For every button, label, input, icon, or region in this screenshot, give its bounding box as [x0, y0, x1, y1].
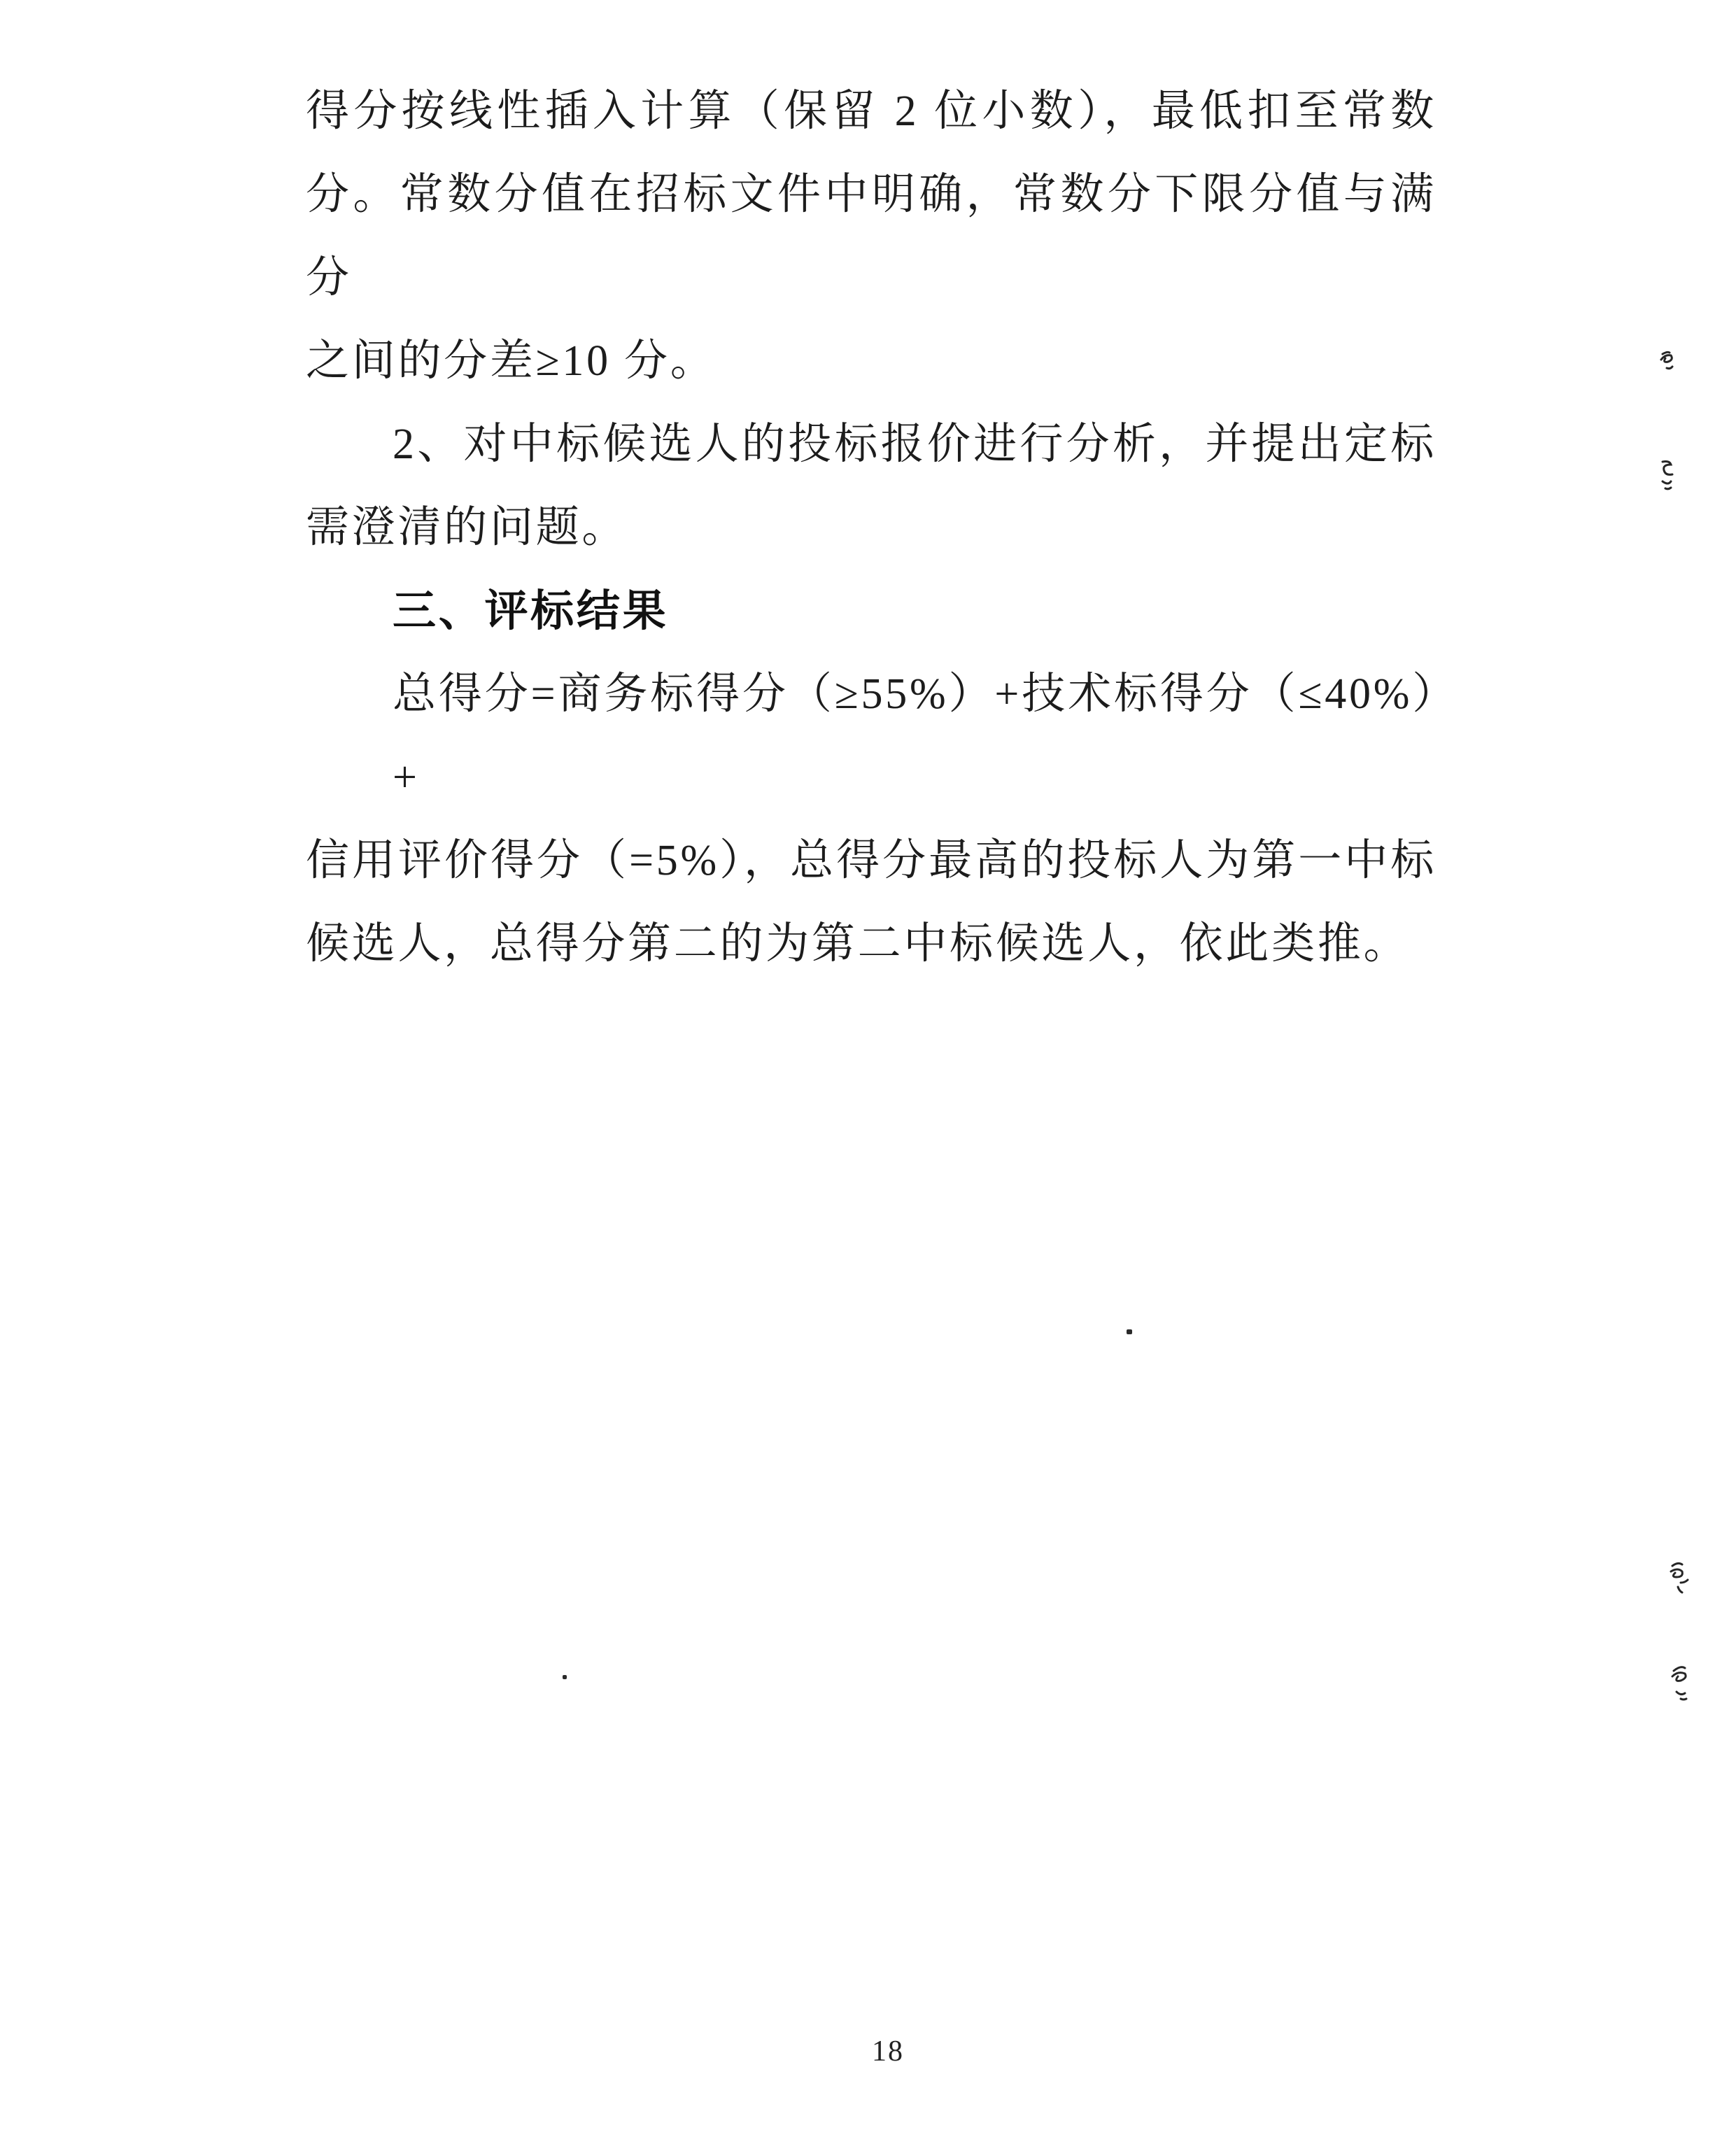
ink-speck [1656, 456, 1679, 496]
ink-speck [1657, 344, 1681, 381]
ink-speck [1668, 1662, 1695, 1705]
body-line: 总得分=商务标得分（≥55%）+技术标得分（≤40%）+ [393, 670, 1437, 801]
ink-speck [1667, 1559, 1692, 1600]
body-line: 之间的分差≥10 分。 [306, 337, 717, 385]
body-line: 需澄清的问题。 [306, 504, 628, 551]
ink-speck [563, 1675, 567, 1679]
section-heading: 三、评标结果 [393, 587, 669, 635]
body-line: 2、对中标候选人的投标报价进行分析，并提出定标 [393, 421, 1437, 468]
body-line: 得分按线性插入计算（保留 2 位小数），最低扣至常数 [306, 87, 1437, 135]
page-number: 18 [872, 2035, 904, 2068]
body-line: 分。常数分值在招标文件中明确，常数分下限分值与满分 [306, 171, 1437, 302]
ink-speck [1127, 1329, 1132, 1334]
body-line: 信用评价得分（=5%），总得分最高的投标人为第一中标 [306, 837, 1437, 884]
body-text [306, 70, 1437, 986]
body-line: 候选人，总得分第二的为第二中标候选人，依此类推。 [306, 920, 1410, 968]
